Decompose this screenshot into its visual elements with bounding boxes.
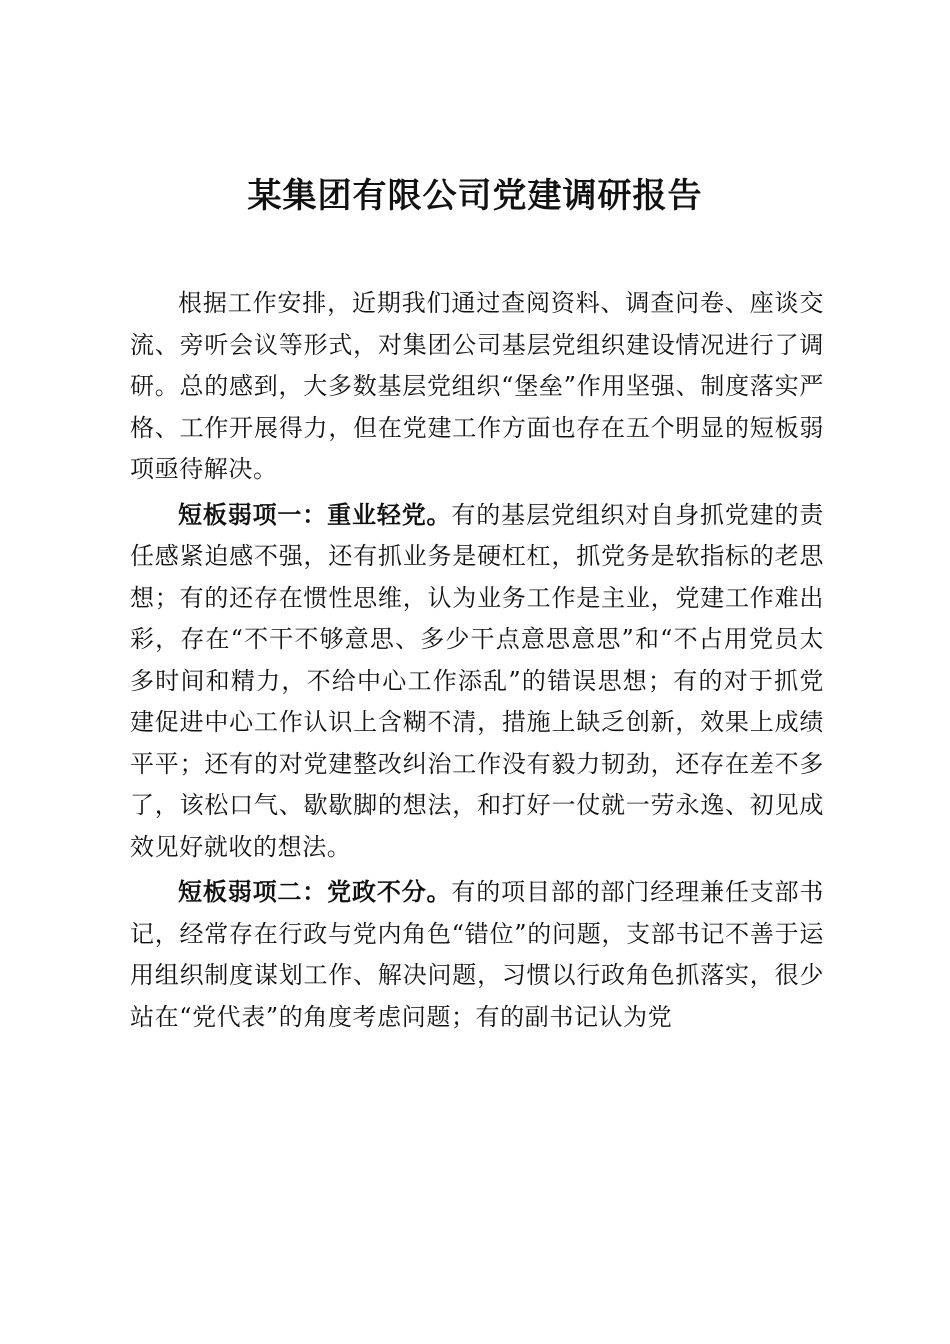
paragraph-text: 有的项目部的部门经理兼任支部书记，经常存在行政与党内角色“错位”的问题，支部书记不善于运用组织制度谋划工作、解决问题，习惯以行政角色抓落实，很少站在“党代表”的角度考虑问题；有的副书记认为党: [130, 878, 824, 1031]
document-title: 某集团有限公司党建调研报告: [247, 176, 703, 216]
paragraph-intro: [130, 283, 824, 491]
paragraph-text: 有的基层党组织对自身抓党建的责任感紧迫感不强，还有抓业务是硬杠杠，抓党务是软指标的老思想；有的还存在惯性思维，认为业务工作是主业，党建工作难出彩，存在“不干不够意思、多少干点意思意思”和“不占用党员太多时间和精力，不给中心工作添乱”的错误思想；有的对于抓党建促进中心工作认识上含糊不清，措施上缺乏创新，效果上成绩平平；还有的对党建整改纠治工作没有毅力韧劲，还存在差不多了，该松口气、歇歇脚的想法，和打好一仗就一劳永逸、初见成效见好就收的想法。: [130, 500, 824, 861]
paragraph-weakness-two: [130, 872, 824, 1038]
paragraph-lead-heading: 短板弱项一：重业轻党。: [178, 500, 452, 529]
paragraph-text: 根据工作安排，近期我们通过查阅资料、调查问卷、座谈交流、旁听会议等形式，对集团公司基层党组织建设情况进行了调研。总的感到，大多数基层党组织“堡垒”作用坚强、制度落实严格、工作开展得力，但在党建工作方面也存在五个明显的短板弱项亟待解决。: [130, 289, 824, 483]
paragraph-weakness-one: [130, 495, 824, 869]
paragraph-lead-heading: 短板弱项二：党政不分。: [178, 878, 452, 906]
document-body: [130, 283, 824, 1042]
